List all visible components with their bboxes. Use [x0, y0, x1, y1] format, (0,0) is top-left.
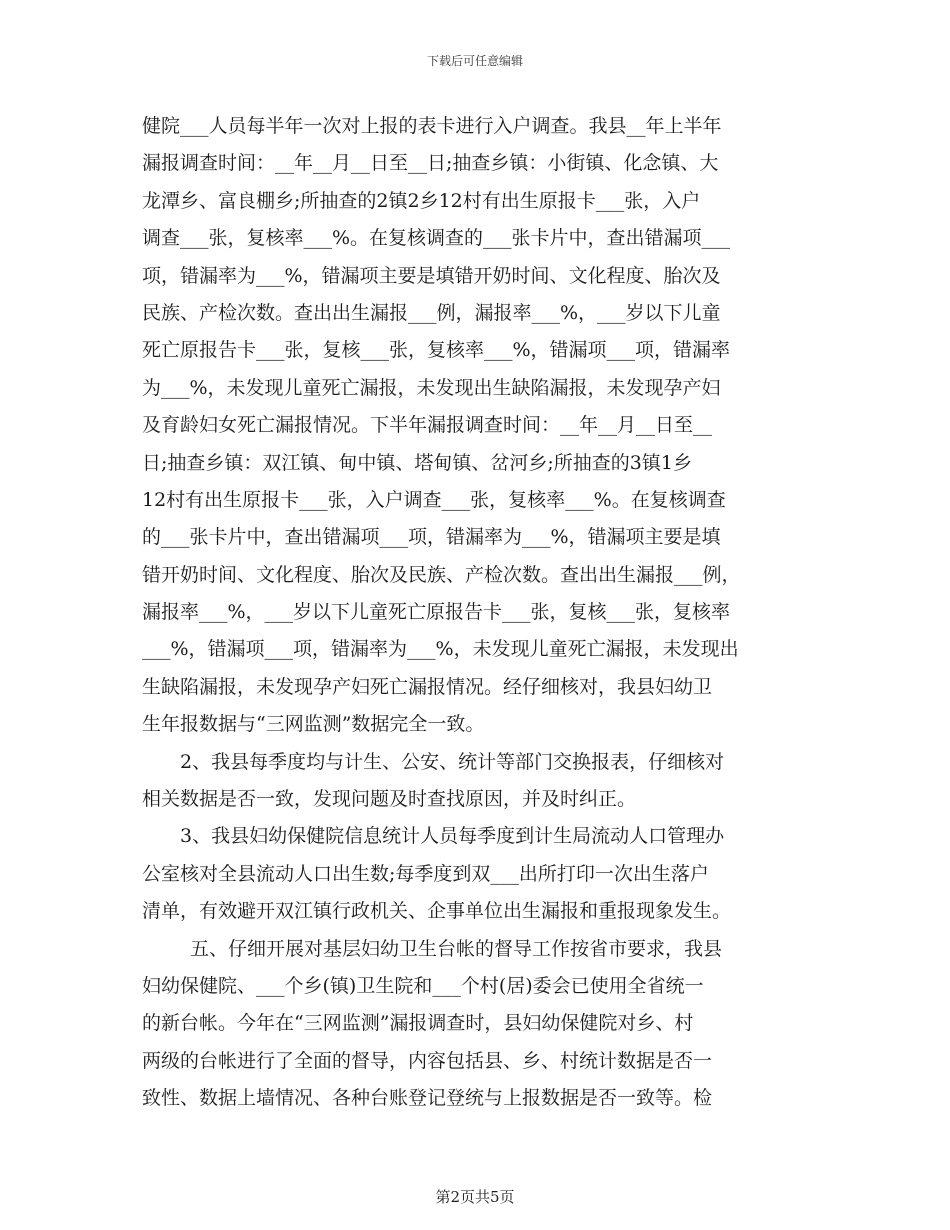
text-line: 健院___人员每半年一次对上报的表卡进行入户调查。我县__年上半年 [142, 115, 722, 137]
text-line: 项，错漏率为___%，错漏项主要是填错开奶时间、文化程度、胎次及 [142, 264, 721, 287]
page-header: 下载后可任意编辑 [426, 54, 523, 68]
document-body [142, 108, 808, 1118]
text-line: 漏报率___%，___岁以下儿童死亡原报告卡___张，复核___张，复核率 [142, 601, 731, 624]
text-line: 生年报数据与“三网监测”数据完全一致。 [142, 713, 485, 736]
text-line: 漏报调查时间：__年__月__日至__日;抽查乡镇：小街镇、化念镇、大 [142, 152, 719, 175]
text-line: 致性、数据上墙情况、各种台账登记登统与上报数据是否一致等。检 [142, 1087, 713, 1110]
text-line: 日;抽查乡镇：双江镇、甸中镇、塔甸镇、岔河乡;所抽查的3镇1乡 [142, 451, 692, 474]
page-number-footer: 第2页共5页 [435, 1188, 515, 1206]
text-line: 调查___张，复核率___%。在复核调查的___张卡片中，查出错漏项___ [142, 227, 731, 250]
paragraph-start-line: 五、仔细开展对基层妇幼卫生台帐的督导工作按省市要求，我县 [190, 937, 723, 960]
text-line: 12村有出生原报卡___张，入户调查___张，复核率___%。在复核调查 [142, 488, 726, 511]
text-line: 妇幼保健院、___个乡(镇)卫生院和___个村(居)委会已使用全省统一 [142, 974, 704, 997]
text-line: 清单，有效避开双江镇行政机关、企事单位出生漏报和重报现象发生。 [142, 900, 732, 923]
paragraph-start-line: 2、我县每季度均与计生、公安、统计等部门交换报表，仔细核对 [180, 750, 725, 773]
text-line: ___%，错漏项___项，错漏率为___%，未发现儿童死亡漏报，未发现出 [142, 638, 739, 661]
text-line: 生缺陷漏报，未发现孕产妇死亡漏报情况。经仔细核对，我县妇幼卫 [142, 675, 713, 698]
text-line: 民族、产检次数。查出出生漏报___例，漏报率___%，___岁以下儿童 [142, 301, 721, 324]
text-line: 两级的台帐进行了全面的督导，内容包括县、乡、村统计数据是否一 [142, 1049, 713, 1072]
paragraph-start-line: 3、我县妇幼保健院信息统计人员每季度到计生局流动人口管理办 [180, 825, 725, 848]
text-line: 的新台帐。今年在“三网监测”漏报调查时，县妇幼保健院对乡、村 [142, 1012, 694, 1035]
text-line: 龙潭乡、富良棚乡;所抽查的2镇2乡12村有出生原报卡___张，入户 [142, 189, 701, 212]
text-line: 为___%，未发现儿童死亡漏报，未发现出生缺陷漏报，未发现孕产妇 [142, 376, 721, 399]
text-line: 相关数据是否一致，发现问题及时查找原因，并及时纠正。 [142, 788, 637, 811]
text-line: 的___张卡片中，查出错漏项___项，错漏率为___%，错漏项主要是填 [142, 526, 721, 549]
text-line: 及育龄妇女死亡漏报情况。下半年漏报调查时间：__年__月__日至__ [142, 414, 713, 437]
text-line: 死亡原报告卡___张，复核___张，复核率___%，错漏项___项，错漏率 [142, 339, 731, 362]
text-line: 错开奶时间、文化程度、胎次及民族、产检次数。查出出生漏报___例， [142, 563, 741, 586]
text-line: 公室核对全县流动人口出生数;每季度到双___出所打印一次出生落户 [142, 862, 709, 885]
